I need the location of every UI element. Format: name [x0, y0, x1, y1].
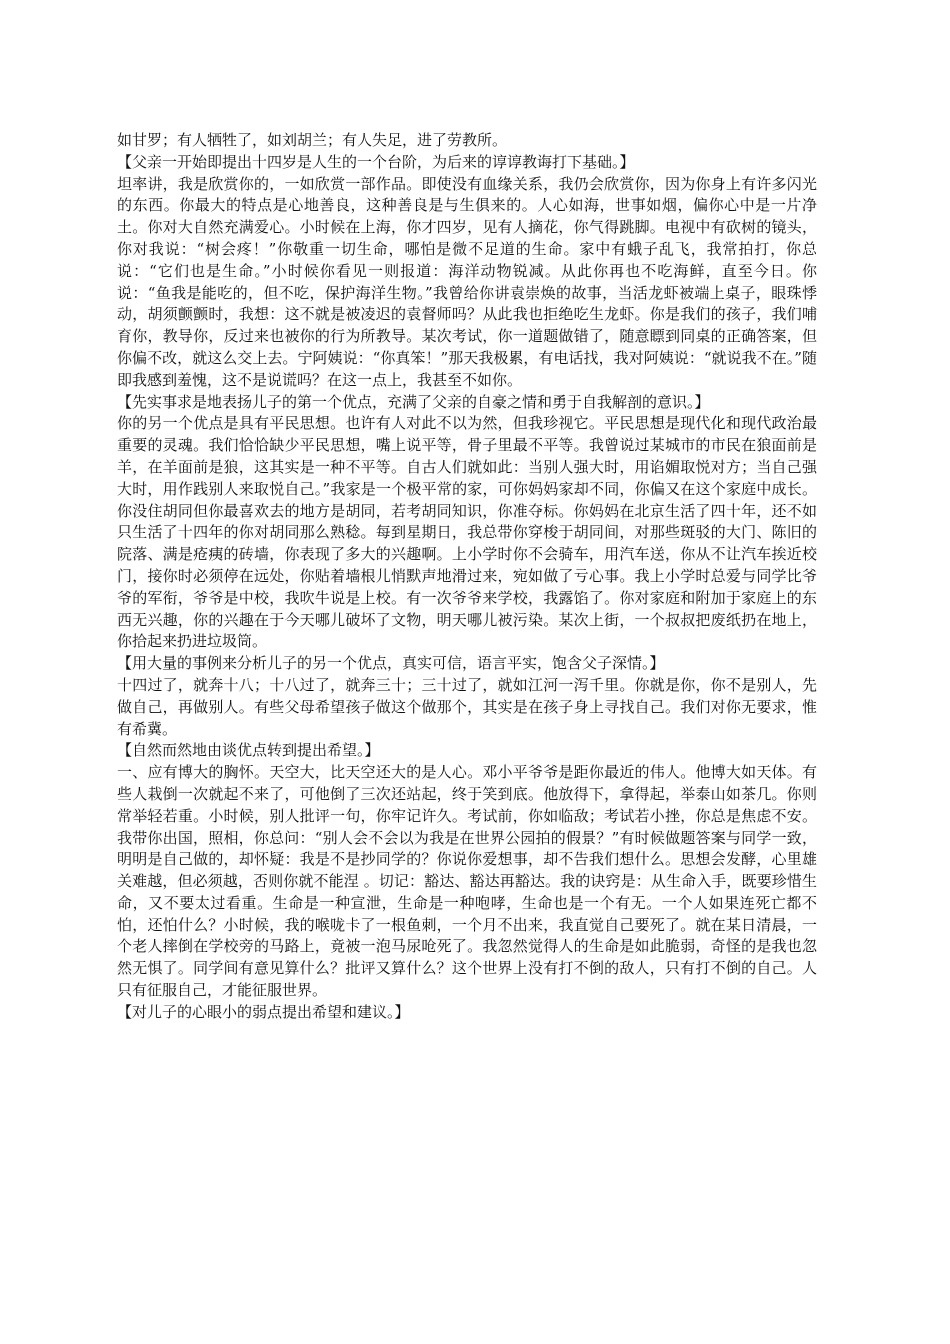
annotation-comment: 【父亲一开始即提出十四岁是人生的一个台阶，为后来的谆谆教诲打下基础。】 [117, 152, 635, 171]
paragraph-broad-mind: 一、应有博大的胸怀。天空大，比天空还大的是人心。邓小平爷爷是距你最近的伟人。他博大如天体。有些人栽倒一次就起不来了，可他倒了三次还站起，终于笑到底。他放得下，拿得起，举泰山如茶几。你则常举轻若重。小时候，别人批评一句，你牢记许久。考试前，你如临敌；考试若小挫，你总是焦虑不安。我带你出国，照相，你总问：“别人会不会以为我是在世界公园拍的假景？”有时候做题答案与同学一致，明明是自己做的，却怀疑：我是不是抄同学的？你说你爱想事，却不告我们想什么。思想会发酵，心里雄关难越，但必须越，否则你就不能涅 。切记：豁达、豁达再豁达。我的诀窍是：从生命入手，既要珍惜生命，又不要太过看重。生命是一种宣泄，生命是一种咆哮，生命也是一个有无。一个人如果连死亡都不怕，还怕什么？小时候，我的喉咙卡了一根鱼刺，一个月不出来，我直觉自己要死了。就在某日清晨，一个老人摔倒在学校旁的马路上，竟被一泡马尿呛死了。我忽然觉得人的生命是如此脆弱，奇怪的是我也忽然无惧了。同学间有意见算什么？批评又算什么？这个世界上没有打不倒的敌人，只有打不倒的自己。人只有征服自己，才能征服世界。 [117, 763, 817, 1000]
paragraph-growing-up: 十四过了，就奔十八；十八过了，就奔三十；三十过了，就如江河一泻千里。你就是你，你不是别人，先做自己，再做别人。有些父母希望孩子做这个做那个，其实是在孩子身上寻找自己。我们对你无要求，惟有希冀。 [117, 675, 817, 738]
paragraph-kindness: 坦率讲，我是欣赏你的，一如欣赏一部作品。即使没有血缘关系，我仍会欣赏你，因为你身上有许多闪光的东西。你最大的特点是心地善良，这种善良是与生俱来的。人心如海，世事如烟，偏你心中是一片净土。你对大自然充满爱心。小时候在上海，你才四岁，见有人摘花，你气得跳脚。电视中有砍树的镜头，你对我说：“树会疼！”你敬重一切生命，哪怕是微不足道的生命。家中有蛾子乱飞，我常拍打，你总说：“它们也是生命。”小时候你看见一则报道：海洋动物锐减。从此你再也不吃海鲜，直至今日。你说：“鱼我是能吃的，但不吃，保护海洋生物。”我曾给你讲袁崇焕的故事，当活龙虾被端上桌子，眼珠悸动，胡须颤颤时，我想：这不就是被凌迟的袁督师吗？从此我也拒绝吃生龙虾。你是我们的孩子，我们哺育你，教导你，反过来也被你的行为所教导。某次考试，你一道题做错了，随意瞟到同桌的正确答案，但你偏不改，就这么交上去。宁阿姨说：“你真笨！”那天我极累，有电话找，我对阿姨说：“就说我不在。”随即我感到羞愧，这不是说谎吗？在这一点上，我甚至不如你。 [117, 174, 817, 389]
paragraph-common-people: 你的另一个优点是具有平民思想。也许有人对此不以为然，但我珍视它。平民思想是现代化和现代政治最重要的灵魂。我们恰恰缺少平民思想，嘴上说平等，骨子里最不平等。我曾说过某城市的市民在狼面前是羊，在羊面前是狼，这其实是一种不平等。自古人们就如此：当别人强大时，用谄媚取悦对方；当自己强大时，用作践别人来取悦自己。”我家是一个极平常的家，可你妈妈家却不同，你偏又在这个家庭中成长。你没住胡同但你最喜欢去的地方是胡同，若考胡同知识，你准夺标。你妈妈在北京生活了四十年，还不如只生活了十四年的你对胡同那么熟稔。每到星期日，我总带你穿梭于胡同间，对那些斑驳的大门、陈旧的院落、满是疮痍的砖墙，你表现了多大的兴趣啊。上小学时你不会骑车，用汽车送，你从不让汽车挨近校门，接你时必须停在远处，你贴着墙根儿悄默声地滑过来，宛如做了亏心事。我上小学时总爱与同学比爷爷的军衔，爷爷是中校，我吹牛说是上校。有一次爷爷来学校，我露馅了。你对家庭和附加于家庭上的东西无兴趣，你的兴趣在于今天哪儿破坏了文物，明天哪儿被污染。某次上街，一个叔叔把废纸扔在地上，你拾起来扔进垃圾筒。 [117, 414, 817, 651]
paragraph-intro-tail: 如甘罗；有人牺牲了，如刘胡兰；有人失足，进了劳教所。 [117, 131, 508, 149]
annotation-comment: 【先实事求是地表扬儿子的第一个优点，充满了父亲的自豪之情和勇于自我解剖的意识。】 [117, 392, 710, 411]
document-body [117, 130, 817, 1024]
annotation-comment: 【自然而然地由谈优点转到提出希望。】 [117, 741, 380, 760]
annotation-comment: 【用大量的事例来分析儿子的另一个优点，真实可信，语言平实，饱含父子深情。】 [117, 654, 665, 673]
annotation-comment: 【对儿子的心眼小的弱点提出希望和建议。】 [117, 1002, 410, 1021]
